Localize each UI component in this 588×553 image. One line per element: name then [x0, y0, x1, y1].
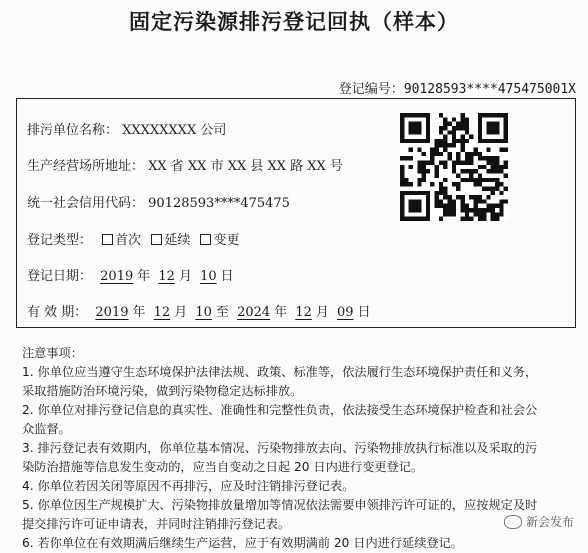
validity-start-month: 12	[153, 305, 171, 320]
renewal-option: 延续	[164, 233, 191, 248]
registration-date-label: 登记日期：	[27, 269, 93, 284]
watermark-text: 新会发布	[525, 515, 574, 529]
registration-type-label: 登记类型：	[27, 233, 93, 248]
unit-name-row	[27, 119, 226, 138]
registration-type-row	[27, 229, 239, 248]
notes-heading: 注意事项：	[22, 346, 83, 360]
address-label: 生产经营场所地址：	[27, 159, 145, 174]
qr-code-icon	[400, 113, 508, 221]
validity-row	[27, 301, 371, 320]
validity-end-year: 2024	[237, 305, 271, 320]
note-line: 采取措施防治环境污染，做到污染物稳定达标排放。	[22, 384, 303, 398]
day-unit: 日	[357, 305, 371, 320]
wechat-icon	[504, 515, 522, 529]
note-line: 染防治措施等信息发生变动的，应当自变动之日起 20 日内进行变更登记。	[22, 460, 424, 474]
year-unit: 年	[137, 269, 151, 284]
validity-label: 有 效 期：	[27, 305, 88, 320]
registration-date-row	[27, 265, 234, 284]
address-value: XX 省 XX 市 XX 县 XX 路 XX 号	[148, 159, 343, 174]
note-line: 6. 若你单位在有效期满后继续生产运营，应于有效期满前 20 日内进行延续登记。	[22, 536, 463, 550]
watermark	[504, 513, 574, 530]
first-time-checkbox	[102, 234, 113, 245]
validity-start-day: 10	[195, 305, 212, 320]
unit-name-value: XXXXXXXX 公司	[122, 123, 227, 138]
validity-separator: 至	[215, 305, 229, 320]
renewal-checkbox	[151, 234, 162, 245]
registration-date-month: 12	[158, 269, 175, 284]
credit-code-value: 90128593****475475	[148, 196, 290, 211]
page-title: 固定污染源排污登记回执（样本）	[129, 10, 459, 34]
registration-number	[339, 78, 576, 97]
registration-number-label: 登记编号：	[338, 82, 404, 97]
day-unit: 日	[220, 269, 234, 284]
validity-start-year: 2019	[95, 305, 129, 320]
validity-end-day: 09	[337, 305, 354, 320]
month-unit: 月	[315, 305, 329, 320]
year-unit: 年	[274, 305, 288, 320]
note-line: 众监督。	[22, 422, 71, 436]
registration-date-year: 2019	[100, 269, 134, 284]
registration-date-day: 10	[200, 269, 217, 284]
month-unit: 月	[174, 305, 188, 320]
note-line: 提交排污许可证申请表，并同时注销排污登记表。	[22, 517, 291, 531]
validity-end-month: 12	[295, 305, 312, 320]
change-option: 变更	[213, 233, 240, 248]
note-line: 3. 排污登记表有效期内，你单位基本情况、污染物排放去向、污染物排放执行标准以及采取的污	[22, 441, 538, 455]
credit-code-row	[27, 192, 290, 211]
credit-code-label: 统一社会信用代码：	[27, 196, 145, 211]
address-row	[27, 155, 343, 174]
change-checkbox	[200, 234, 211, 245]
registration-number-value: 90128593****475475001X	[403, 82, 576, 97]
note-line: 5. 你单位因生产规模扩大、污染物排放量增加等情况依法需要申领排污许可证的，应按规定及时	[22, 498, 538, 512]
unit-name-label: 排污单位名称：	[27, 123, 119, 138]
month-unit: 月	[178, 269, 192, 284]
info-box	[16, 98, 576, 328]
first-time-option: 首次	[115, 233, 142, 248]
note-line: 1. 你单位应当遵守生态环境保护法律法规、政策、标准等，依法履行生态环境保护责任和义务，	[22, 365, 538, 379]
note-line: 4. 你单位若因关闭等原因不再排污，应及时注销排污登记表。	[22, 479, 355, 493]
notes-section	[22, 344, 578, 553]
note-line: 2. 你单位对排污登记信息的真实性、准确性和完整性负责，依法接受生态环境保护检查和社会公	[22, 403, 538, 417]
year-unit: 年	[132, 305, 146, 320]
